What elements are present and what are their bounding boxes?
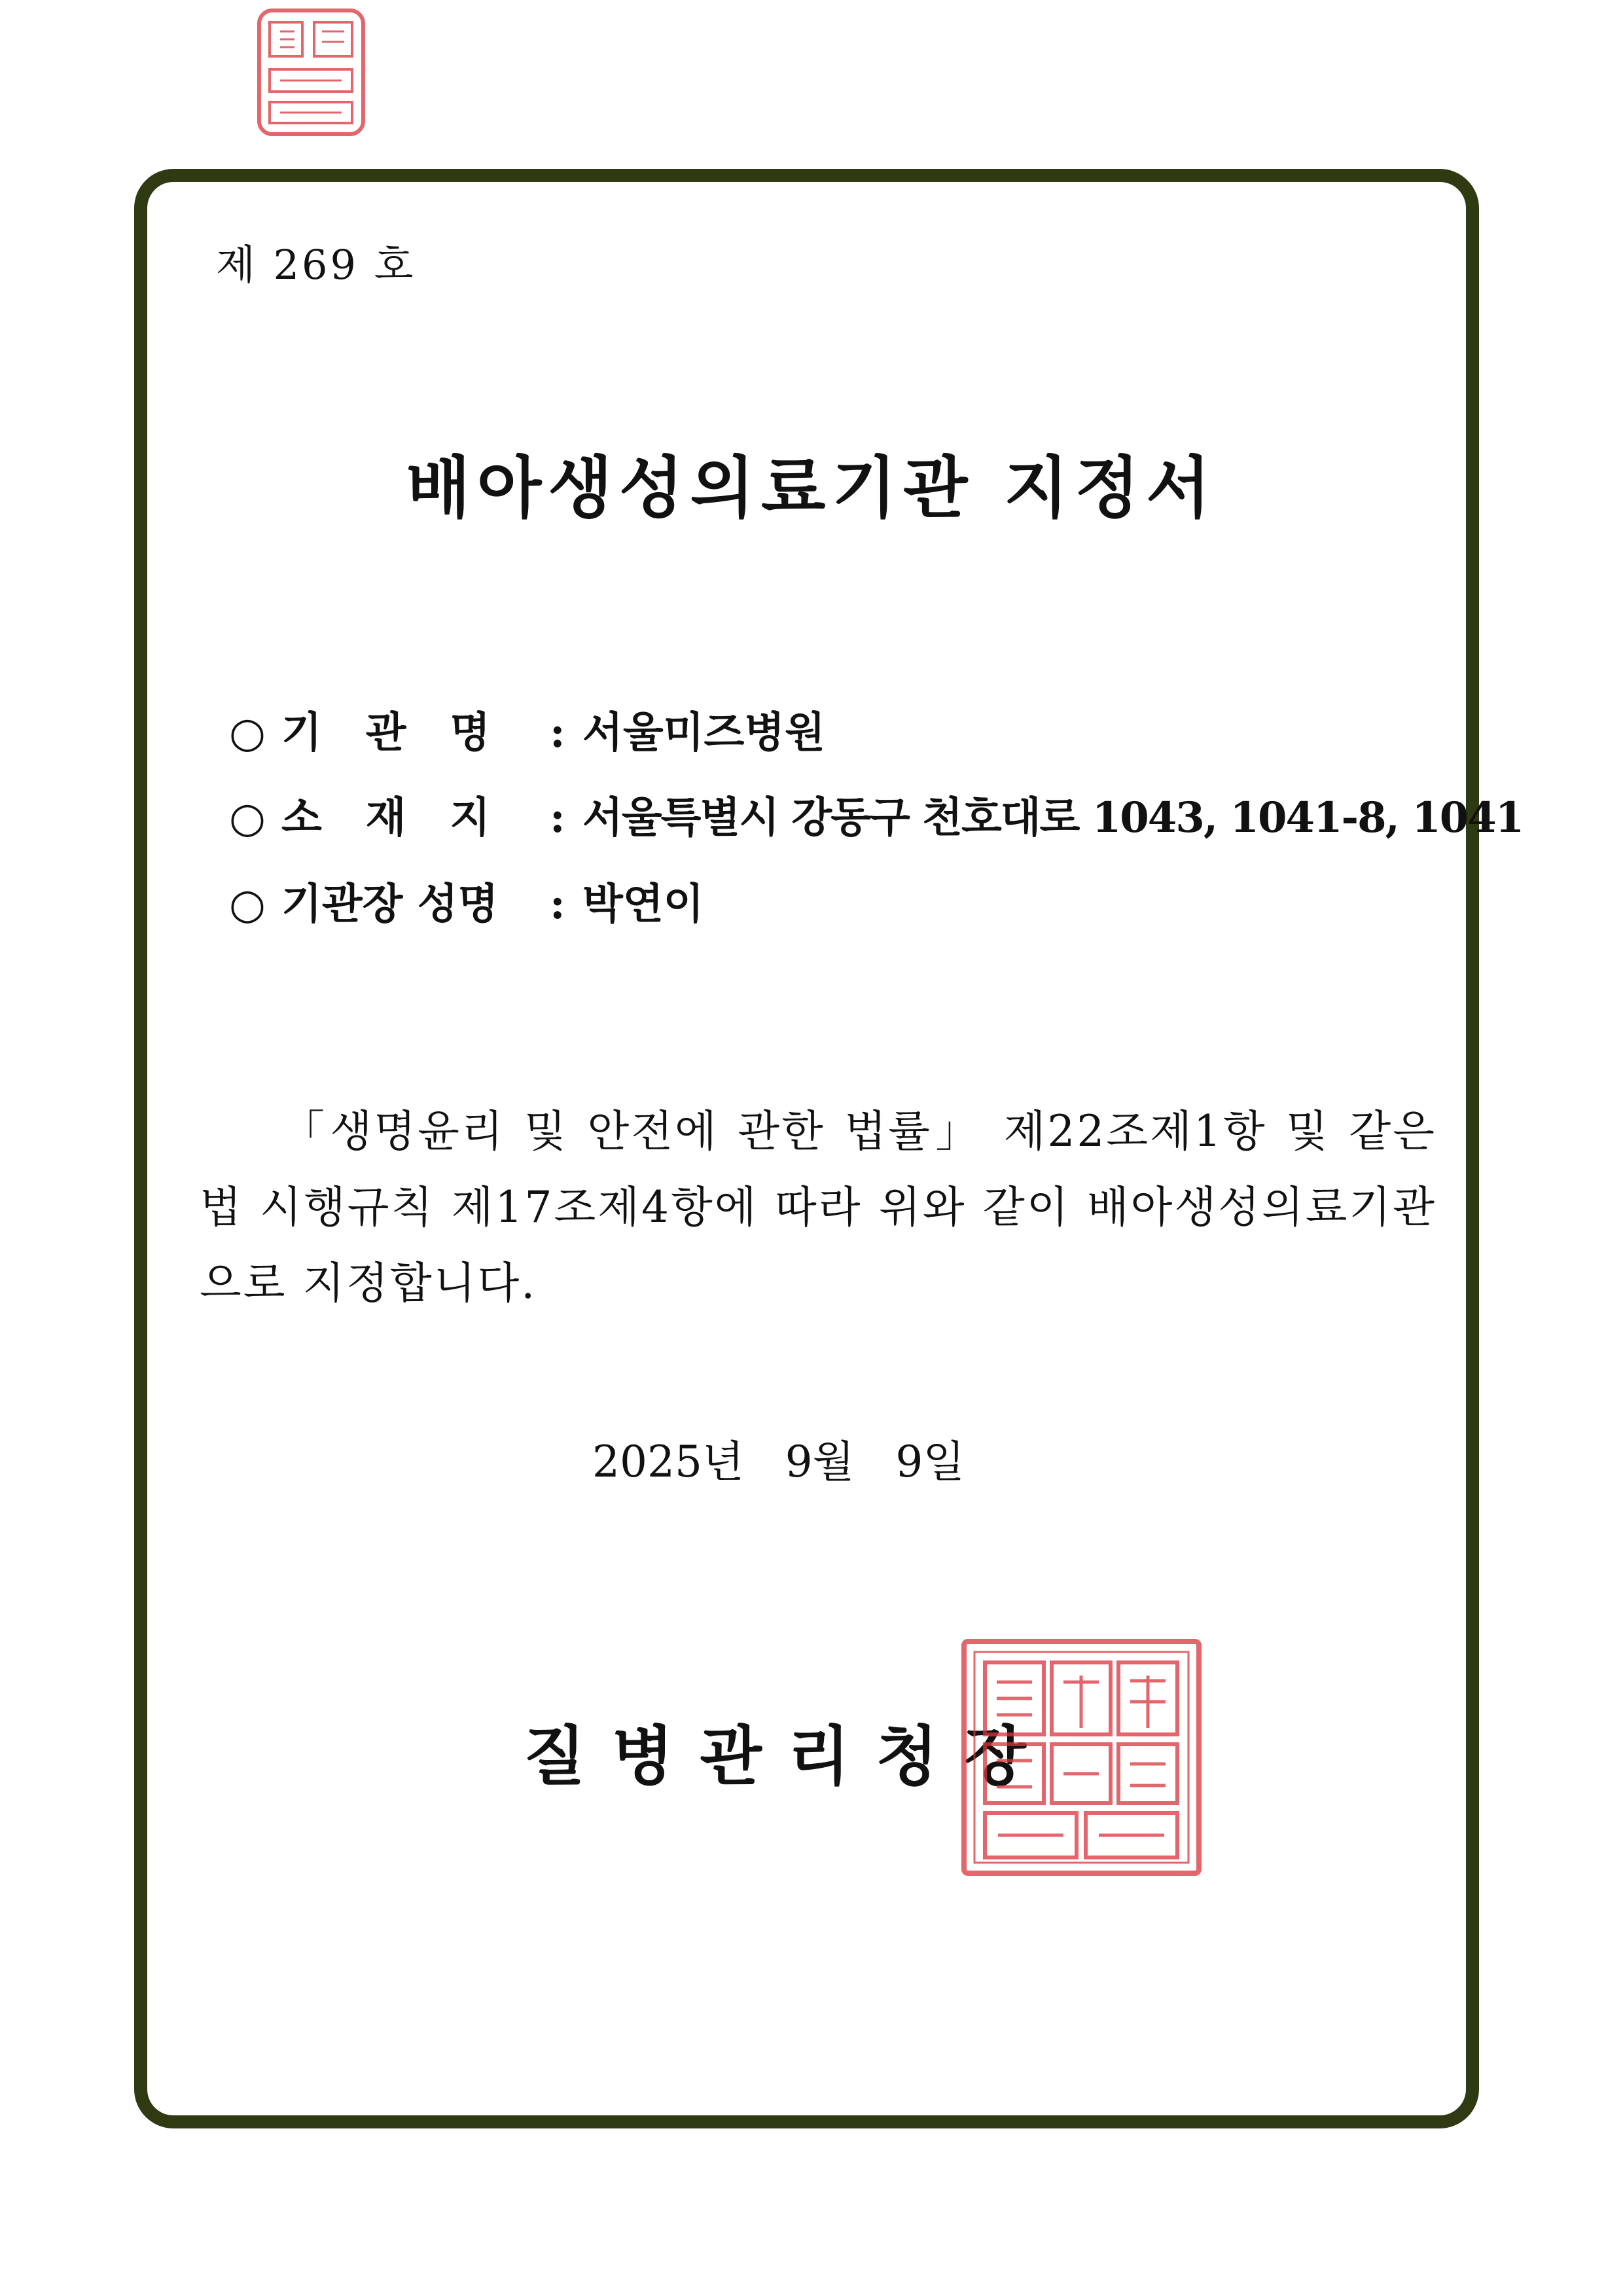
bullet: ○ (229, 880, 266, 929)
field-colon: : (550, 793, 565, 842)
field-label: 소 재 지 (281, 793, 491, 842)
issuer-title: 질병관리청장 (524, 1719, 1053, 1794)
official-seal-top (254, 5, 368, 139)
bullet: ○ (229, 709, 266, 757)
field-address (229, 784, 1523, 844)
field-institution-name (229, 699, 825, 759)
field-value: 서울미즈병원 (582, 708, 825, 757)
bullet: ○ (229, 794, 266, 842)
certificate-title: 배아생성의료기관 지정서 (406, 449, 1217, 528)
field-colon: : (550, 708, 565, 757)
field-value: 박연이 (582, 880, 704, 929)
certificate-number: 제 269 호 (216, 241, 416, 289)
field-label: 기관장 성명 (281, 880, 499, 929)
official-seal (959, 1636, 1204, 1878)
field-colon: : (550, 880, 565, 929)
certificate-date: 2025년 9월 9일 (592, 1437, 965, 1487)
field-director-name (229, 870, 704, 931)
field-label: 기 관 명 (281, 708, 491, 757)
field-value: 서울특별시 강동구 천호대로 1043, 1041-8, 1041 (582, 793, 1524, 842)
certificate-body: 「생명윤리 및 안전에 관한 법률」 제22조제1항 및 같은 법 시행규칙 제17조제4항에 따라 위와 같이 배아생성의료기관으로 지정합니다. (200, 1106, 1436, 1308)
